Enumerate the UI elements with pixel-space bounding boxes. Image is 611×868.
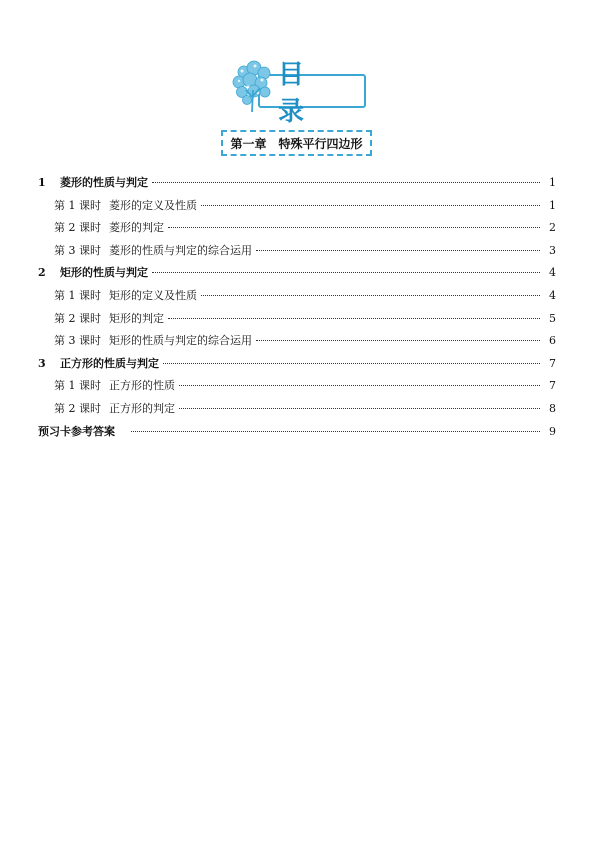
leader-dots bbox=[163, 362, 540, 364]
lesson-number: 第 2 课时 bbox=[54, 221, 101, 235]
toc-lesson-3-1[interactable] bbox=[38, 375, 556, 398]
lesson-title: 矩形的判定 bbox=[109, 311, 164, 325]
lesson-title: 正方形的判定 bbox=[109, 401, 175, 415]
lesson-title: 菱形的定义及性质 bbox=[109, 198, 197, 212]
page-number: 1 bbox=[549, 176, 556, 189]
page-number: 1 bbox=[549, 198, 556, 212]
leader-dots bbox=[201, 204, 540, 206]
toc-section-1[interactable] bbox=[38, 172, 556, 195]
toc-lesson-2-2[interactable] bbox=[38, 308, 556, 331]
page-number: 7 bbox=[549, 379, 556, 393]
section-title: 菱形的性质与判定 bbox=[60, 176, 148, 189]
lesson-number: 第 3 课时 bbox=[54, 243, 101, 257]
lesson-number: 第 1 课时 bbox=[54, 198, 101, 212]
page-number: 5 bbox=[549, 311, 556, 325]
leader-dots bbox=[168, 226, 540, 228]
page-number: 9 bbox=[549, 424, 556, 438]
leader-dots bbox=[256, 339, 540, 341]
table-of-contents bbox=[38, 172, 556, 443]
page-number: 6 bbox=[549, 334, 556, 348]
lesson-title: 正方形的性质 bbox=[109, 379, 175, 393]
toc-lesson-2-3[interactable] bbox=[38, 330, 556, 353]
page-number: 3 bbox=[549, 243, 556, 257]
toc-lesson-1-1[interactable] bbox=[38, 195, 556, 218]
page-number: 7 bbox=[549, 356, 556, 370]
section-number: 1 bbox=[38, 176, 46, 189]
page-number: 4 bbox=[549, 288, 556, 302]
toc-lesson-1-3[interactable] bbox=[38, 240, 556, 263]
lesson-title: 矩形的性质与判定的综合运用 bbox=[109, 334, 252, 348]
leader-dots bbox=[179, 384, 540, 386]
toc-lesson-1-2[interactable] bbox=[38, 217, 556, 240]
lesson-title: 菱形的判定 bbox=[109, 221, 164, 235]
lesson-title: 菱形的性质与判定的综合运用 bbox=[109, 243, 252, 257]
chapter-label: 第一章 bbox=[230, 136, 267, 151]
page-number: 4 bbox=[549, 266, 556, 280]
toc-answers[interactable] bbox=[38, 421, 556, 444]
leader-dots bbox=[256, 249, 540, 251]
leader-dots bbox=[168, 317, 540, 319]
toc-title-banner bbox=[228, 60, 370, 127]
leader-dots bbox=[179, 407, 540, 409]
lesson-number: 第 1 课时 bbox=[54, 379, 101, 393]
page-number: 2 bbox=[549, 221, 556, 235]
page-number: 8 bbox=[549, 401, 556, 415]
lesson-number: 第 2 课时 bbox=[54, 311, 101, 325]
lesson-number: 第 1 课时 bbox=[54, 288, 101, 302]
toc-section-3[interactable] bbox=[38, 353, 556, 376]
leader-dots bbox=[131, 430, 540, 432]
leader-dots bbox=[152, 271, 540, 273]
toc-section-2[interactable] bbox=[38, 262, 556, 285]
toc-lesson-2-1[interactable] bbox=[38, 285, 556, 308]
section-number: 2 bbox=[38, 266, 46, 280]
lesson-number: 第 3 课时 bbox=[54, 334, 101, 348]
answers-title: 预习卡参考答案 bbox=[38, 424, 115, 438]
section-title: 矩形的性质与判定 bbox=[60, 266, 148, 280]
toc-lesson-3-2[interactable] bbox=[38, 398, 556, 421]
lesson-number: 第 2 课时 bbox=[54, 401, 101, 415]
chapter-heading bbox=[221, 130, 372, 156]
leader-dots bbox=[201, 294, 540, 296]
section-number: 3 bbox=[38, 356, 46, 370]
tree-icon bbox=[228, 60, 284, 114]
page-title: 目 录 bbox=[258, 74, 366, 108]
section-title: 正方形的性质与判定 bbox=[60, 356, 159, 370]
leader-dots bbox=[152, 181, 540, 183]
chapter-title: 特殊平行四边形 bbox=[278, 136, 363, 151]
lesson-title: 矩形的定义及性质 bbox=[109, 288, 197, 302]
